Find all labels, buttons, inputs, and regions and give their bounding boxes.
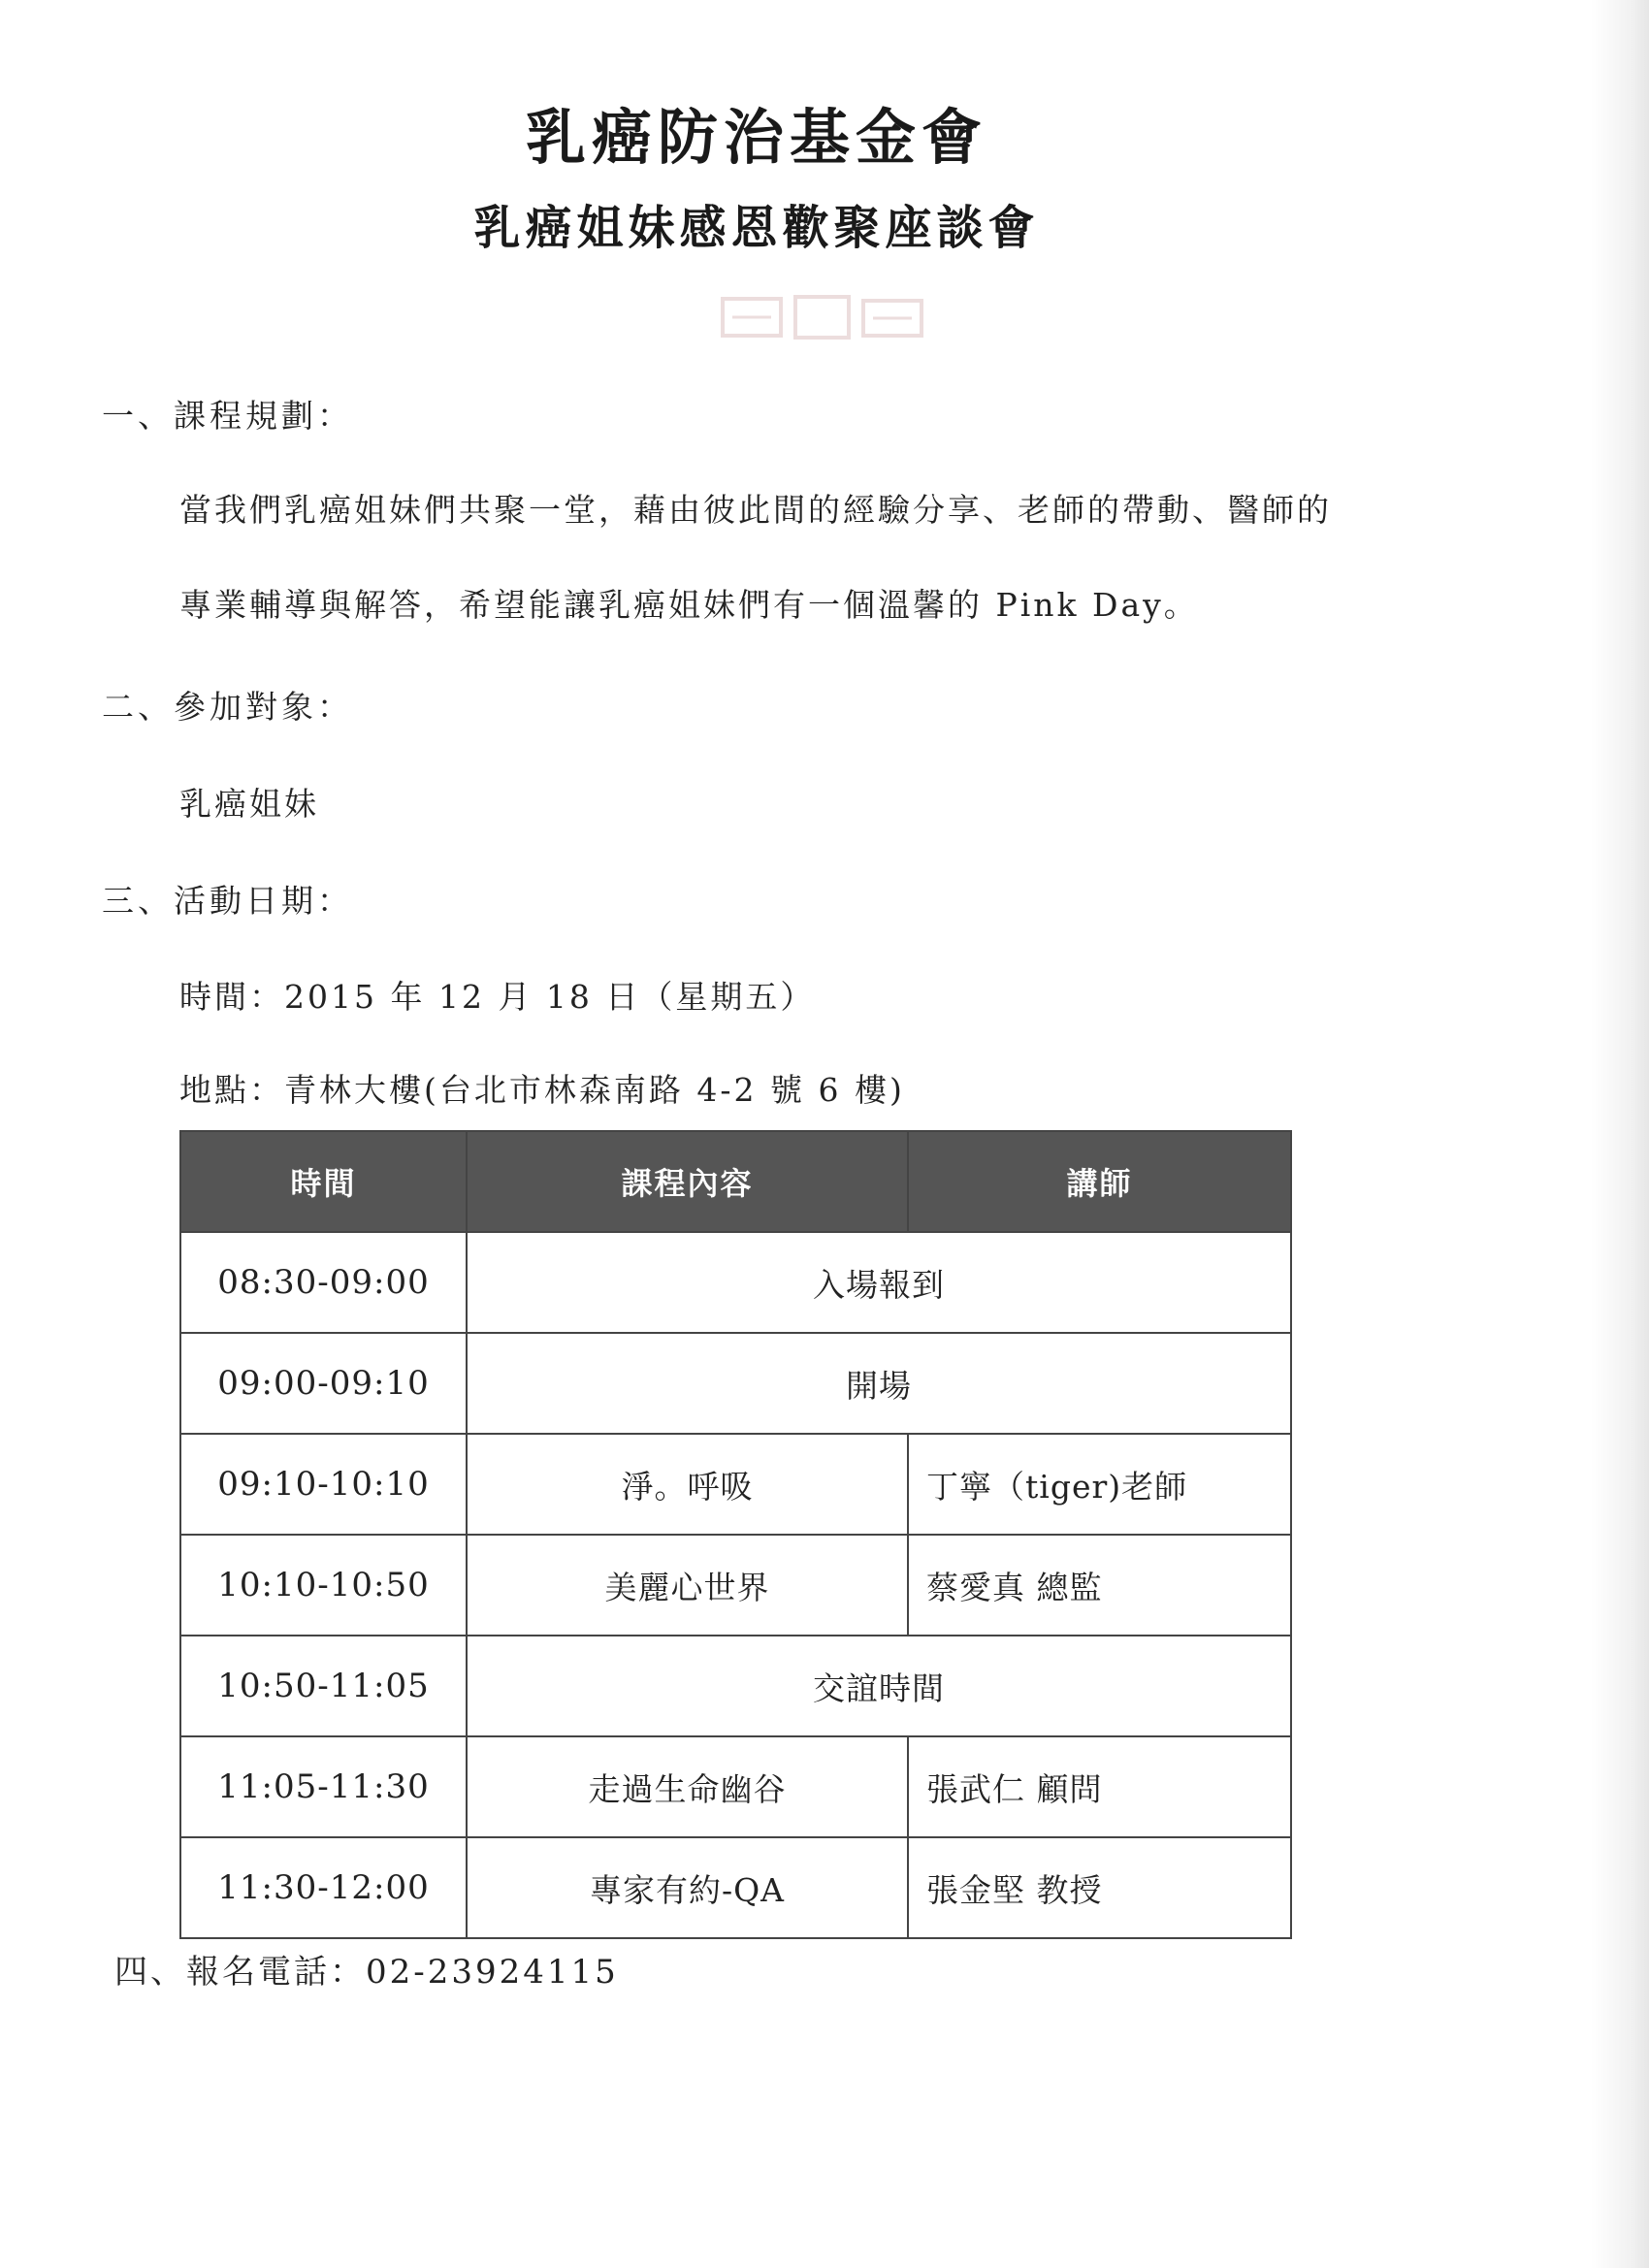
schedule-header-row [180,1131,1291,1232]
course-plan-line-1: 當我們乳癌姐妹們共聚一堂，藉由彼此間的經驗分享、老師的帶動、醫師的 [179,491,1332,529]
schedule-table [179,1130,1292,1939]
row-time: 08:30-09:00 [180,1232,467,1333]
registration-phone-line: 四、報名電話：02-23924115 [114,1953,619,1992]
section-heading-course-plan: 一、課程規劃： [102,397,353,435]
row-time: 09:10-10:10 [180,1434,467,1535]
row-speaker: 張武仁 顧問 [908,1736,1291,1837]
header-speaker: 講師 [908,1131,1291,1232]
table-row [180,1232,1291,1333]
row-content: 專家有約-QA [467,1837,908,1938]
row-content: 淨。呼吸 [467,1434,908,1535]
row-speaker: 丁寧（tiger)老師 [908,1434,1291,1535]
row-time: 09:00-09:10 [180,1333,467,1434]
scan-edge-shadow [1591,0,1649,2268]
event-title: 乳癌姐妹感恩歡聚座談會 [473,201,1040,255]
section-heading-event-date: 三、活動日期： [102,882,353,920]
table-row [180,1636,1291,1736]
event-location-line: 地點：青林大樓(台北市林森南路 4-2 號 6 樓) [179,1071,905,1109]
row-content: 開場 [467,1333,1291,1434]
header-time: 時間 [180,1131,467,1232]
row-speaker: 張金堅 教授 [908,1837,1291,1938]
row-time: 10:50-11:05 [180,1636,467,1736]
section-heading-participants: 二、參加對象： [102,688,353,726]
row-time: 11:30-12:00 [180,1837,467,1938]
table-row [180,1333,1291,1434]
row-content: 交誼時間 [467,1636,1291,1736]
participants-text: 乳癌姐妹 [179,785,319,823]
table-row [180,1736,1291,1837]
row-content: 美麗心世界 [467,1535,908,1636]
course-plan-line-2: 專業輔導與解答，希望能讓乳癌姐妹們有一個溫馨的 Pink Day。 [179,586,1199,624]
row-content: 入場報到 [467,1232,1291,1333]
table-row [180,1535,1291,1636]
organization-title: 乳癌防治基金會 [525,102,987,173]
table-row [180,1837,1291,1938]
row-speaker: 蔡愛真 總監 [908,1535,1291,1636]
event-time-line: 時間：2015 年 12 月 18 日（星期五） [179,978,816,1016]
header-content: 課程內容 [467,1131,908,1232]
row-time: 10:10-10:50 [180,1535,467,1636]
table-row [180,1434,1291,1535]
row-time: 11:05-11:30 [180,1736,467,1837]
row-content: 走過生命幽谷 [467,1736,908,1837]
faint-stamp-mark [713,291,936,344]
